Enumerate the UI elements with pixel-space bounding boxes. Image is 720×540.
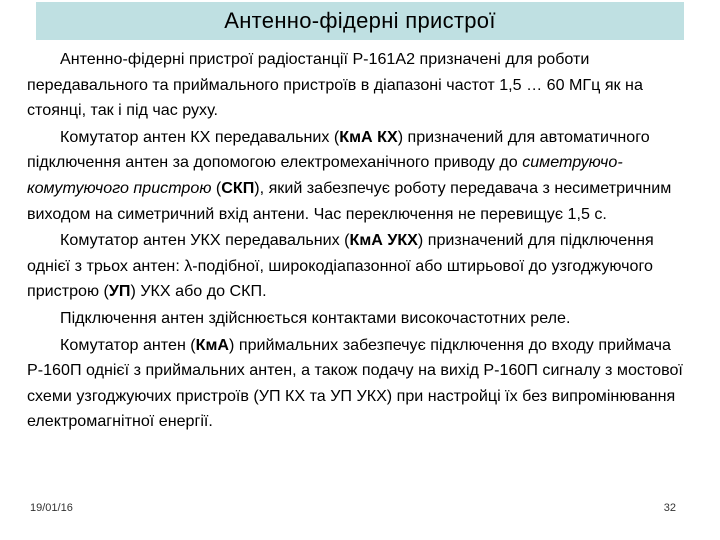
paragraph-4-text: Підключення антен здійснюється контактами високочастотних реле. <box>60 308 571 327</box>
slide-body <box>27 47 695 436</box>
page-number: 32 <box>663 502 676 514</box>
paragraph-1-text: Антенно-фідерні пристрої радіостанції Р-161А2 призначені для роботи передавального та приймального пристроїв в діапазоні частот 1,5 … 60 МГц як на стоянці, так і під час руху. <box>27 50 643 120</box>
text-run: Комутатор антен КХ передавальних ( <box>60 127 340 146</box>
slide-title: Антенно-фідерні пристрої <box>224 8 496 33</box>
title-bar <box>36 2 684 40</box>
term-kma-ukh: КмА УКХ <box>349 231 418 250</box>
text-run: ( <box>211 178 222 197</box>
text-run: ), який забезпечує роботу передавача з несиметричним виходом на симетричний вхід антени. Час переключення не перевищує 1,5 с. <box>27 178 672 223</box>
paragraph-2 <box>27 125 695 227</box>
text-run: ) приймальних забезпечує підключення до входу приймача Р-160П однієї з приймальних антен, а також подачу на вихід Р-160П сигналу з мостової схеми узгоджуючих пристроїв (УП КХ та УП УКХ) при настройці їх без випромінювання електромагнітної енергії. <box>27 335 683 431</box>
term-skp: СКП <box>221 178 255 197</box>
text-run: Комутатор антен ( <box>60 335 196 354</box>
text-run: ) призначений для автоматичного підключення антен за допомогою електромеханічного приводу до <box>27 127 650 172</box>
term-kma-kh: КмА КХ <box>339 127 398 146</box>
paragraph-1 <box>27 47 695 124</box>
term-kma: КмА <box>195 335 230 354</box>
footer-date: 19/01/16 <box>30 502 73 514</box>
text-run: ) УКХ або до СКП. <box>130 282 267 301</box>
text-run: Комутатор антен УКХ передавальних ( <box>60 231 350 250</box>
paragraph-5 <box>27 333 695 435</box>
paragraph-3 <box>27 228 695 305</box>
term-up: УП <box>108 282 131 301</box>
paragraph-4 <box>27 306 695 332</box>
text-run: ) призначений для підключення однієї з трьох антен: λ-подібної, широкодіапазонної або штирьової до узгоджуючого пристрою ( <box>27 231 654 301</box>
term-skp-italic: симетруючо-комутуючого пристрою <box>27 153 623 197</box>
